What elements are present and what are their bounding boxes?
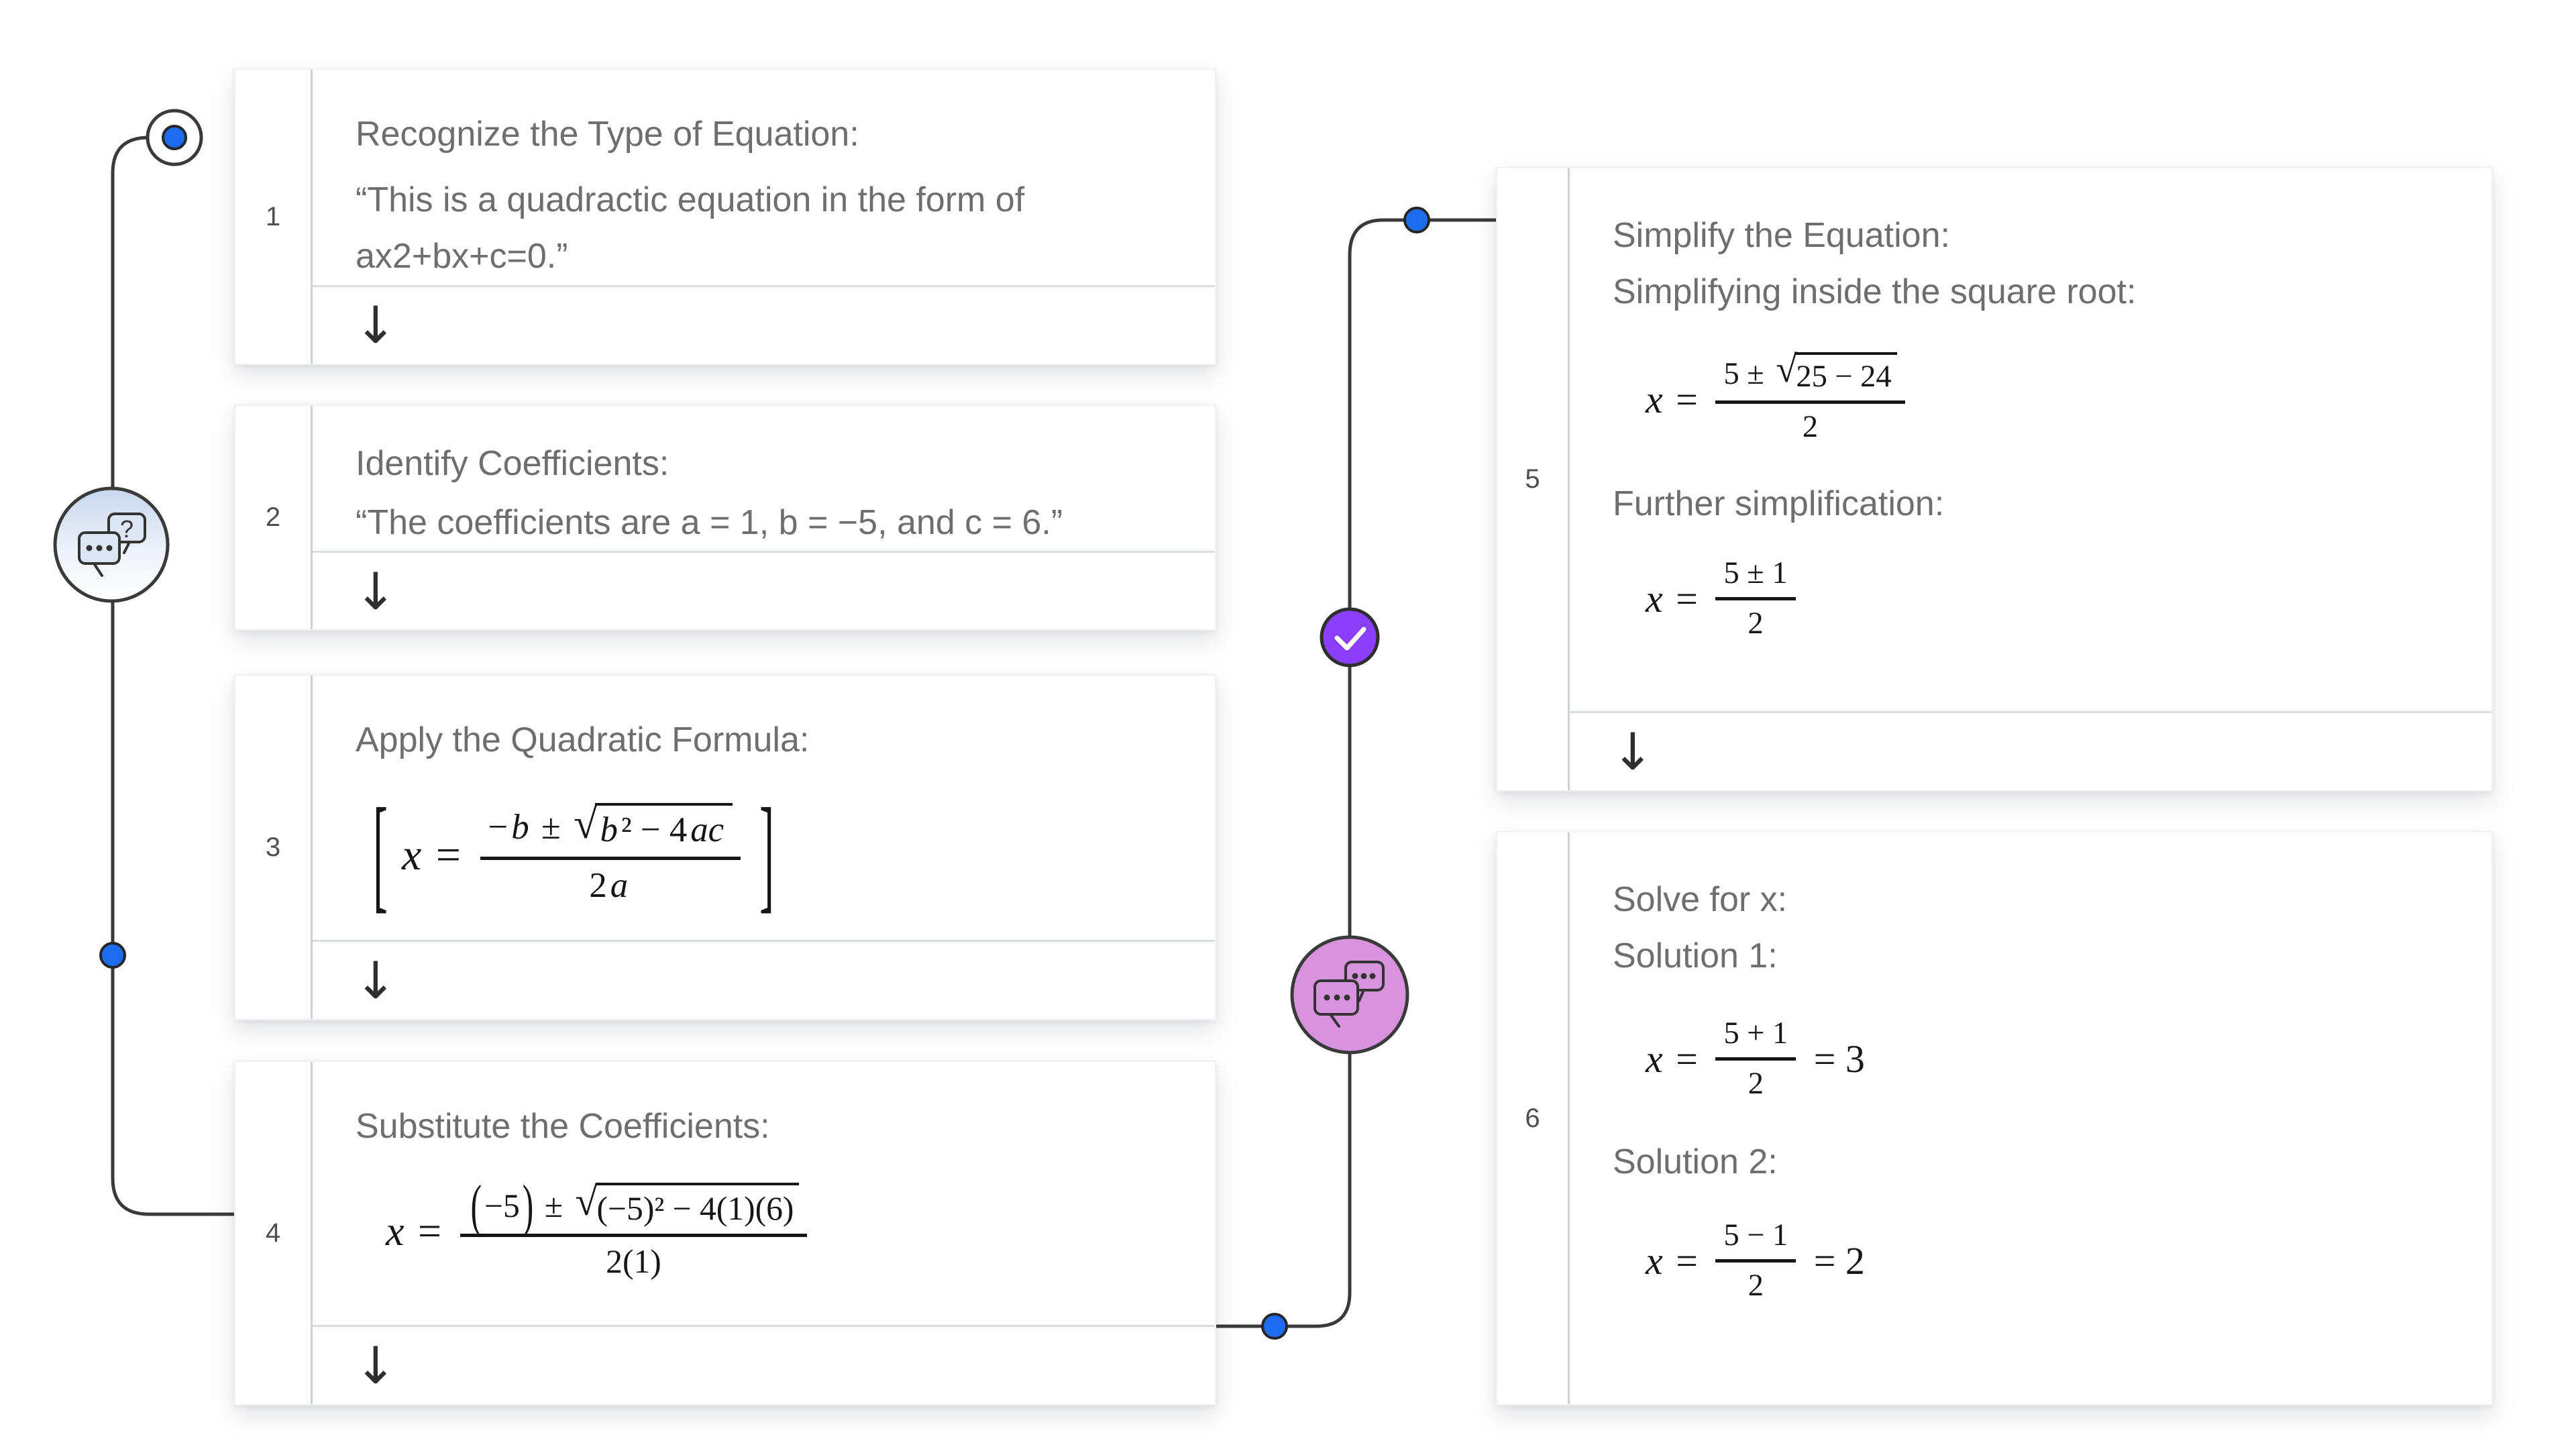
bubble-dot bbox=[1324, 995, 1330, 1001]
card-subtitle: Simplifying inside the square root: bbox=[1613, 272, 2137, 312]
step-number-column bbox=[1497, 833, 1570, 1404]
card-main bbox=[313, 676, 1215, 1019]
card-content bbox=[313, 1062, 1215, 1325]
bottom-wire-dot bbox=[1263, 1314, 1287, 1338]
card-content bbox=[1570, 833, 2491, 1404]
card-content bbox=[313, 676, 1215, 940]
step-number: 2 bbox=[265, 502, 281, 532]
card-main bbox=[313, 1062, 1215, 1404]
simplified-formula-1: x = 5 ± √ 25 − 24 2 bbox=[1642, 352, 2449, 445]
down-arrow-icon: ↓ bbox=[354, 295, 397, 356]
card-main bbox=[1570, 168, 2491, 790]
card-title: Simplify the Equation: bbox=[1613, 216, 1950, 255]
further-simplification-label: Further simplification: bbox=[1613, 484, 1945, 523]
card-footer bbox=[313, 940, 1215, 1019]
bubble-dot bbox=[87, 545, 93, 551]
down-arrow-icon: ↓ bbox=[1611, 721, 1654, 782]
step-card-3 bbox=[234, 674, 1216, 1020]
card-main bbox=[313, 406, 1215, 629]
solution-2-label: Solution 2: bbox=[1613, 1142, 1778, 1181]
solution-2-formula: x = $\frac{5 - 1}{2}$ = 2 bbox=[1646, 1218, 1865, 1303]
card-title: Apply the Quadratic Formula: bbox=[356, 720, 810, 759]
card-footer bbox=[313, 1325, 1215, 1404]
simplified-formula-2: x = $\frac{5 \pm 1}{2}$ bbox=[1642, 555, 2449, 642]
card-footer bbox=[313, 551, 1215, 630]
card-body: “The coefficients are a = 1, b = −5, and c = 6.” bbox=[356, 503, 1063, 543]
bubble-dot bbox=[107, 545, 113, 551]
step-card-5 bbox=[1496, 167, 2493, 792]
check-circle bbox=[1322, 609, 1378, 665]
connector-left-wire bbox=[113, 138, 234, 1214]
bubble-dot bbox=[1344, 995, 1350, 1001]
card-title: Identify Coefficients: bbox=[356, 444, 669, 483]
chat-conversation-icon bbox=[1292, 937, 1407, 1053]
bubble-dot bbox=[1352, 973, 1358, 979]
solution-1-formula: x = $\frac{5 + 1}{2}$ = 3 bbox=[1646, 1016, 1865, 1102]
left-wire-dot bbox=[101, 943, 125, 967]
bubble-dot bbox=[97, 545, 103, 551]
step-number-column bbox=[235, 406, 313, 629]
card-body: “This is a quadractic equation in the form of ax2+bx+c=0.” bbox=[356, 180, 1025, 276]
step-number: 1 bbox=[265, 201, 281, 231]
step-card-2 bbox=[234, 405, 1216, 631]
step-number: 4 bbox=[265, 1218, 281, 1248]
step-number-column bbox=[235, 70, 313, 364]
step-number-column bbox=[235, 1062, 313, 1404]
step-card-6 bbox=[1496, 831, 2493, 1405]
question-mark-glyph: ? bbox=[120, 515, 134, 543]
start-node-dot bbox=[163, 126, 186, 149]
step-number: 6 bbox=[1525, 1103, 1540, 1133]
step-number: 3 bbox=[265, 832, 281, 862]
substituted-formula: x = ( −5 ) ± √ (−5)² − 4(1)(6) 2(1) bbox=[382, 1183, 1172, 1281]
step-number-column bbox=[1497, 168, 1570, 790]
top-right-wire-dot bbox=[1405, 208, 1429, 232]
bubble-dot bbox=[1370, 973, 1376, 979]
card-title: Solve for x: bbox=[1613, 880, 1788, 919]
down-arrow-icon: ↓ bbox=[354, 561, 397, 621]
bubble-dot bbox=[1361, 973, 1367, 979]
card-main bbox=[313, 70, 1215, 364]
solution-1-label: Solution 1: bbox=[1613, 936, 1778, 976]
check-node-icon bbox=[1322, 609, 1378, 665]
card-title: Recognize the Type of Equation: bbox=[356, 115, 859, 154]
card-main bbox=[1570, 833, 2491, 1404]
card-content bbox=[1570, 168, 2491, 711]
down-arrow-icon: ↓ bbox=[354, 1335, 397, 1395]
card-content bbox=[313, 406, 1215, 551]
step-card-1 bbox=[234, 68, 1216, 365]
card-title: Substitute the Coefficients: bbox=[356, 1107, 770, 1146]
quadratic-formula: [ x = − b ± √ b ² − 4 ac 2 a ] bbox=[373, 783, 775, 925]
step-number-column bbox=[235, 676, 313, 1019]
down-arrow-icon: ↓ bbox=[354, 950, 397, 1010]
card-footer bbox=[313, 285, 1215, 364]
chat-question-icon bbox=[55, 488, 168, 601]
connector-right-wire bbox=[1216, 220, 1496, 1326]
bubble-dot bbox=[1334, 995, 1340, 1001]
step-card-4 bbox=[234, 1061, 1216, 1405]
card-footer bbox=[1570, 711, 2491, 790]
card-content bbox=[313, 70, 1215, 285]
step-number: 5 bbox=[1525, 464, 1540, 494]
